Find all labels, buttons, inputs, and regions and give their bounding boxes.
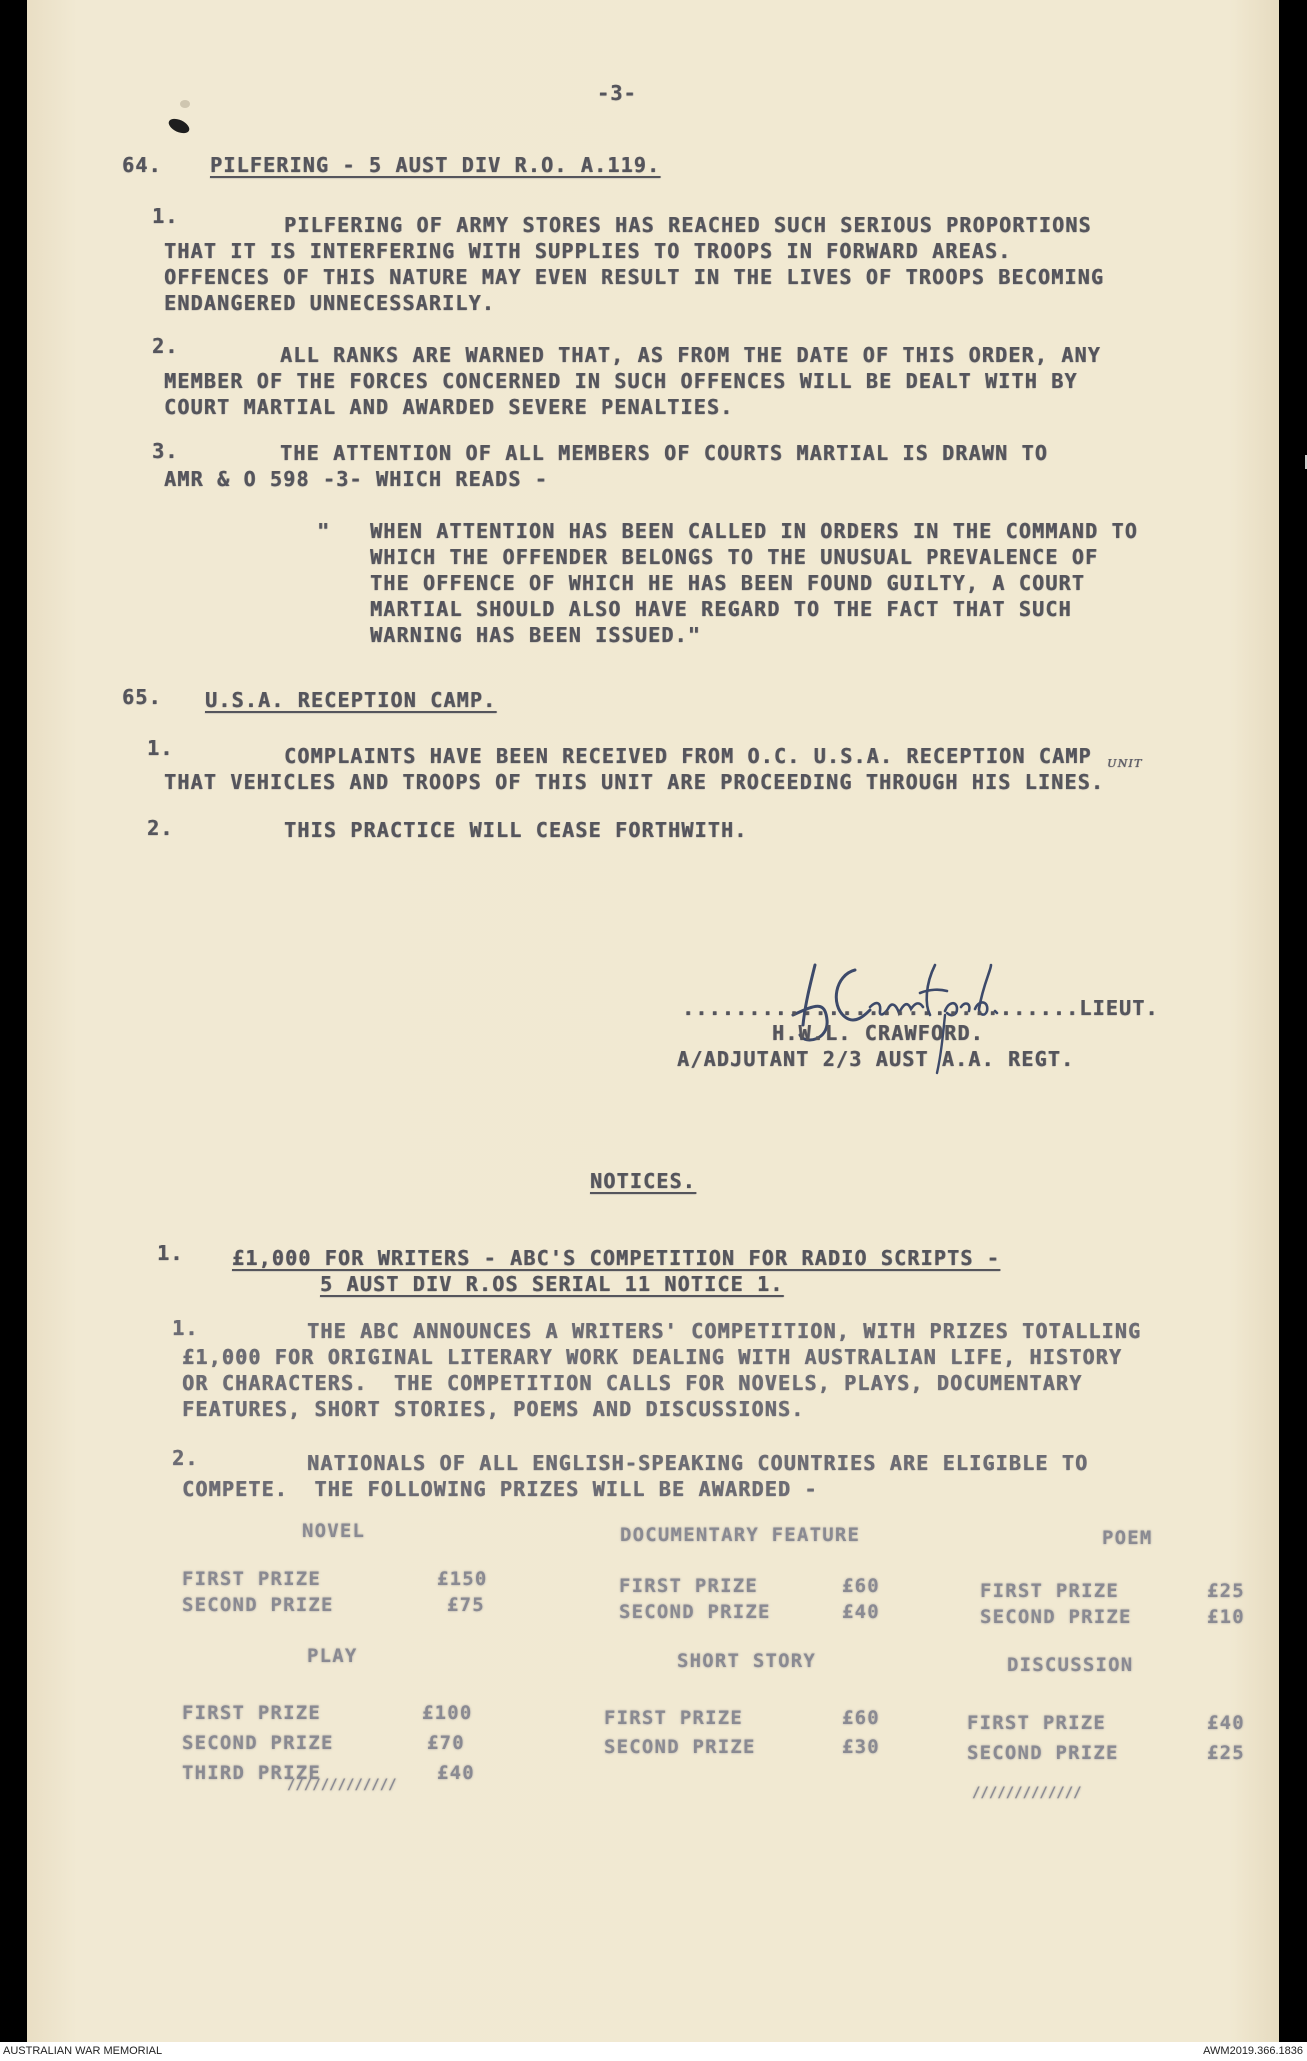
prize-value: £30 (842, 1736, 880, 1758)
prize-value: £40 (437, 1762, 475, 1784)
signatory-name: H.W.L. CRAWFORD. (772, 1021, 984, 1045)
continuation-marks: ///////////// (287, 1777, 397, 1793)
prize-category-short-story: SHORT STORY (677, 1650, 817, 1672)
document-page (27, 0, 1279, 2042)
prize-label: FIRST PRIZE (182, 1568, 322, 1590)
notice-para2-line: NATIONALS OF ALL ENGLISH-SPEAKING COUNTRIES ARE ELIGIBLE TO (307, 1451, 1089, 1475)
notice-para1-line: FEATURES, SHORT STORIES, POEMS AND DISCUSSIONS. (182, 1397, 805, 1421)
prize-category-poem: POEM (1102, 1527, 1153, 1549)
prize-category-documentary: DOCUMENTARY FEATURE (620, 1524, 861, 1546)
item-65-para1-line: COMPLAINTS HAVE BEEN RECEIVED FROM O.C. U.S.A. RECEPTION CAMP (284, 744, 1092, 768)
notice-para2-number: 2. (172, 1446, 199, 1470)
item-64-para1-number: 1. (152, 204, 179, 228)
quote-line: THE OFFENCE OF WHICH HE HAS BEEN FOUND GUILTY, A COURT (317, 571, 1085, 595)
archive-footer (0, 2042, 1307, 2061)
item-64-para2-line: COURT MARTIAL AND AWARDED SEVERE PENALTIES. (164, 395, 734, 419)
notice-para1-line: OR CHARACTERS. THE COMPETITION CALLS FOR NOVELS, PLAYS, DOCUMENTARY (182, 1371, 1083, 1395)
prize-category-novel: NOVEL (302, 1520, 366, 1542)
prize-value: £25 (1207, 1580, 1245, 1602)
notice-para1-line: £1,000 FOR ORIGINAL LITERARY WORK DEALING WITH AUSTRALIAN LIFE, HISTORY (182, 1345, 1123, 1369)
prize-label: SECOND PRIZE (182, 1594, 334, 1616)
archive-reference: AWM2019.366.1836 (1203, 2045, 1303, 2057)
prize-category-play: PLAY (307, 1645, 358, 1667)
item-64-para3-number: 3. (152, 439, 179, 463)
item-65-para2-number: 2. (147, 816, 174, 840)
punch-hole (180, 100, 190, 108)
notice-number: 1. (157, 1241, 184, 1265)
handwritten-insert: UNIT (1107, 757, 1143, 770)
notice-para1-number: 1. (172, 1316, 199, 1340)
prize-label: SECOND PRIZE (619, 1601, 771, 1623)
notice-heading-line: £1,000 FOR WRITERS - ABC'S COMPETITION FOR RADIO SCRIPTS - (232, 1246, 1000, 1270)
prize-label: SECOND PRIZE (980, 1606, 1132, 1628)
prize-label: FIRST PRIZE (967, 1712, 1107, 1734)
notice-para1-line: THE ABC ANNOUNCES A WRITERS' COMPETITION, WITH PRIZES TOTALLING (307, 1319, 1142, 1343)
prize-label: THIRD PRIZE (182, 1762, 322, 1784)
item-64-para1-line: OFFENCES OF THIS NATURE MAY EVEN RESULT IN THE LIVES OF TROOPS BECOMING (164, 265, 1105, 289)
prize-value: £70 (427, 1732, 465, 1754)
prize-label: FIRST PRIZE (604, 1707, 744, 1729)
ink-blot (166, 116, 191, 136)
continuation-marks: ///////////// (972, 1785, 1082, 1801)
prize-value: £40 (1207, 1712, 1245, 1734)
quote-line: " WHEN ATTENTION HAS BEEN CALLED IN ORDERS IN THE COMMAND TO (317, 519, 1138, 543)
notice-para2-line: COMPETE. THE FOLLOWING PRIZES WILL BE AWARDED - (182, 1477, 818, 1501)
signatory-title: A/ADJUTANT 2/3 AUST A.A. REGT. (677, 1047, 1075, 1071)
signature-line: ..............................LIEUT. (682, 996, 1159, 1020)
item-64-number: 64. (122, 153, 162, 177)
item-64-para3-line: THE ATTENTION OF ALL MEMBERS OF COURTS MARTIAL IS DRAWN TO (280, 441, 1048, 465)
prize-label: FIRST PRIZE (619, 1575, 759, 1597)
prize-value: £40 (842, 1601, 880, 1623)
prize-value: £150 (437, 1568, 488, 1590)
item-64-para1-line: ENDANGERED UNNECESSARILY. (164, 291, 496, 315)
archive-name: AUSTRALIAN WAR MEMORIAL (3, 2045, 163, 2057)
quote-line: WHICH THE OFFENDER BELONGS TO THE UNUSUAL PREVALENCE OF (317, 545, 1099, 569)
item-65-heading: U.S.A. RECEPTION CAMP. (205, 688, 497, 712)
quote-line: MARTIAL SHOULD ALSO HAVE REGARD TO THE FACT THAT SUCH (317, 597, 1072, 621)
prize-label: FIRST PRIZE (980, 1580, 1120, 1602)
prize-value: £100 (422, 1702, 473, 1724)
prize-category-discussion: DISCUSSION (1007, 1654, 1134, 1676)
prize-label: FIRST PRIZE (182, 1702, 322, 1724)
prize-label: SECOND PRIZE (604, 1736, 756, 1758)
prize-label: SECOND PRIZE (967, 1742, 1119, 1764)
prize-value: £60 (842, 1575, 880, 1597)
item-64-para3-line: AMR & O 598 -3- WHICH READS - (164, 467, 548, 491)
prize-value: £75 (447, 1594, 485, 1616)
item-64-para2-line: MEMBER OF THE FORCES CONCERNED IN SUCH OFFENCES WILL BE DEALT WITH BY (164, 369, 1078, 393)
item-64-para1-line: PILFERING OF ARMY STORES HAS REACHED SUCH SERIOUS PROPORTIONS (284, 213, 1092, 237)
notice-heading-line: 5 AUST DIV R.OS SERIAL 11 NOTICE 1. (320, 1272, 784, 1296)
notices-title: NOTICES. (590, 1169, 696, 1193)
prize-value: £60 (842, 1707, 880, 1729)
item-64-para2-number: 2. (152, 334, 179, 358)
item-65-para1-line: THAT VEHICLES AND TROOPS OF THIS UNIT ARE PROCEEDING THROUGH HIS LINES. (164, 770, 1105, 794)
page-number: -3- (597, 81, 637, 105)
prize-value: £10 (1207, 1606, 1245, 1628)
item-64-para1-line: THAT IT IS INTERFERING WITH SUPPLIES TO TROOPS IN FORWARD AREAS. (164, 239, 1012, 263)
quote-line: WARNING HAS BEEN ISSUED." (317, 623, 701, 647)
prize-value: £25 (1207, 1742, 1245, 1764)
item-65-para1-number: 1. (147, 736, 174, 760)
item-64-heading: PILFERING - 5 AUST DIV R.O. A.119. (210, 153, 661, 177)
prize-label: SECOND PRIZE (182, 1732, 334, 1754)
item-65-para2-text: THIS PRACTICE WILL CEASE FORTHWITH. (284, 818, 748, 842)
item-65-number: 65. (122, 685, 162, 709)
item-64-para2-line: ALL RANKS ARE WARNED THAT, AS FROM THE DATE OF THIS ORDER, ANY (280, 343, 1101, 367)
